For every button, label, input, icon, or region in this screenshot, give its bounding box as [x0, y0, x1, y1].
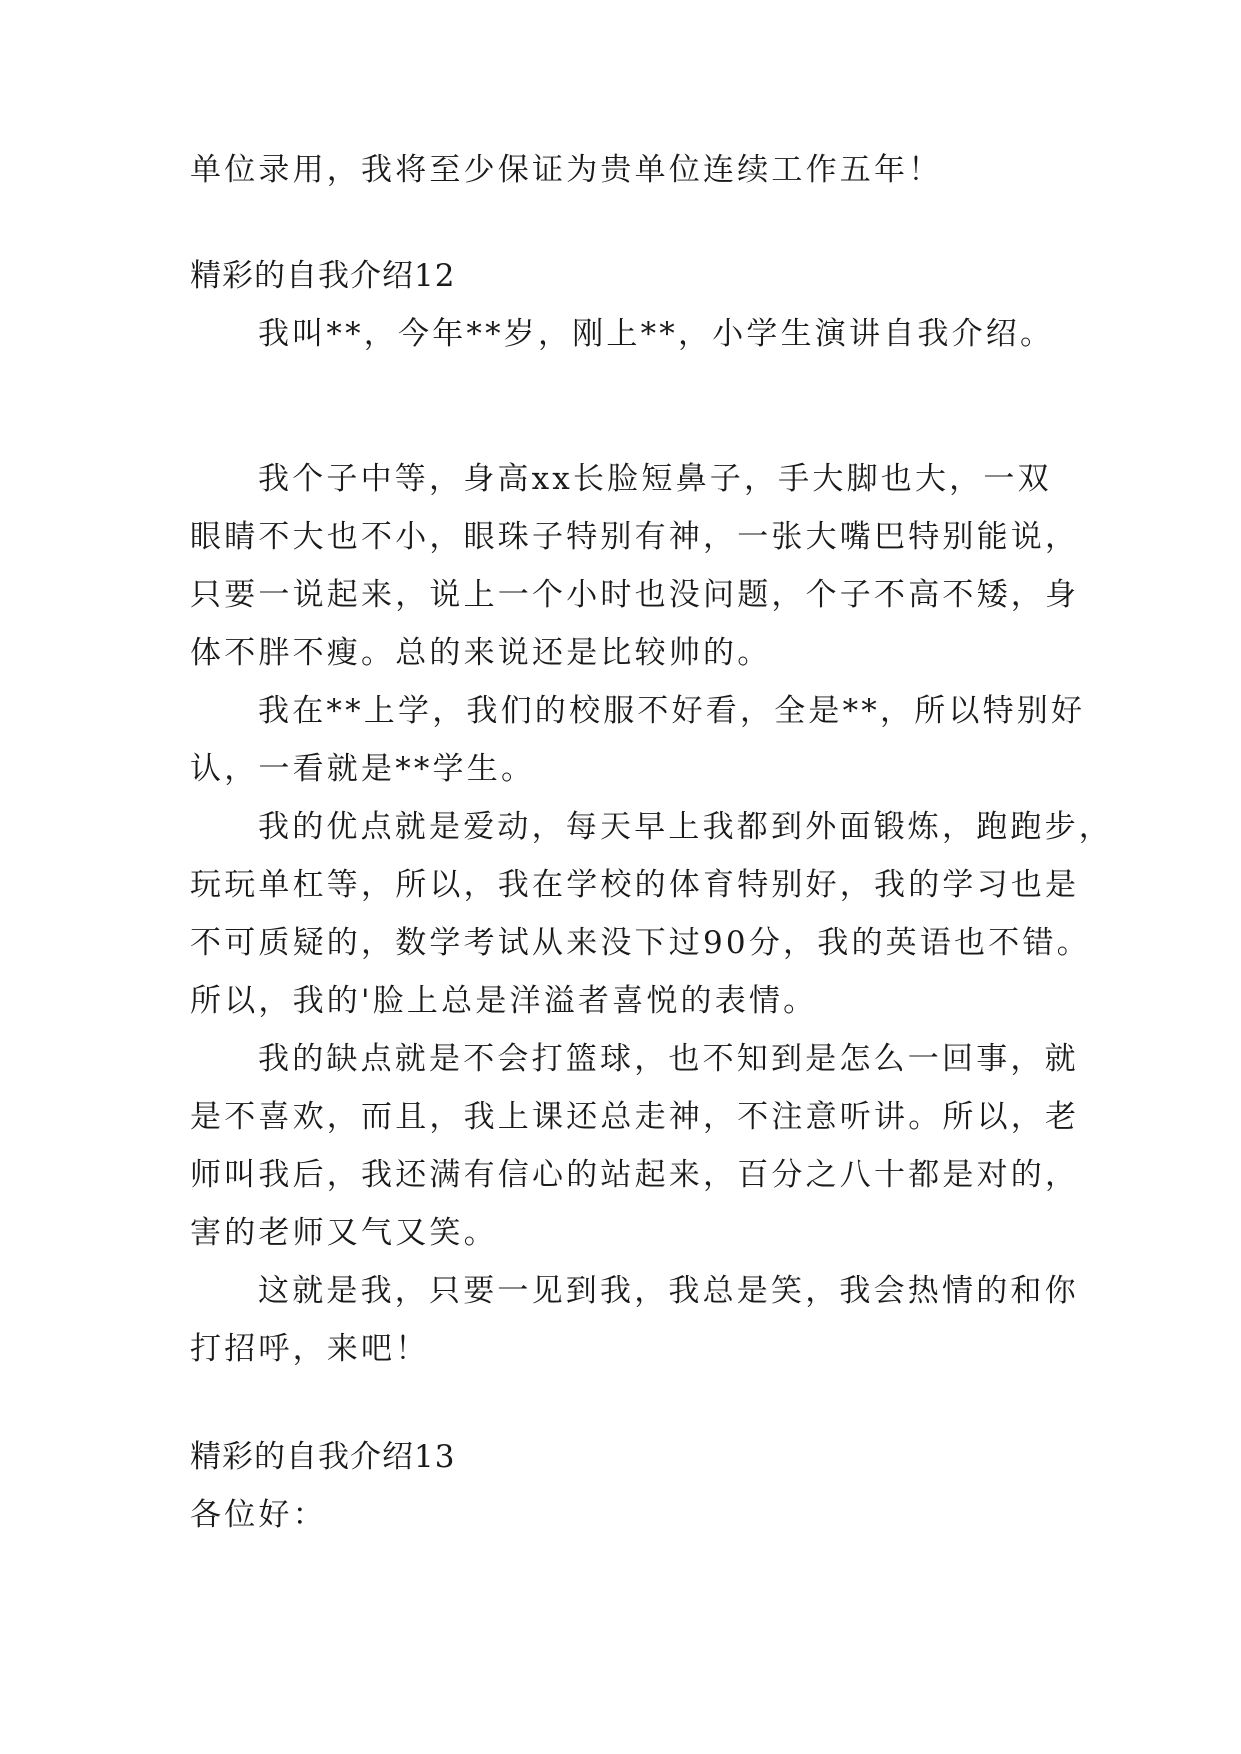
text-line: 是不喜欢，而且，我上课还总走神，不注意听讲。所以，老	[190, 1099, 1080, 1135]
text-line: 我个子中等，身高xx长脸短鼻子，手大脚也大，一双	[258, 461, 1052, 497]
text-line: 我的优点就是爱动，每天早上我都到外面锻炼，跑跑步，	[258, 809, 1113, 845]
text-line: 我的缺点就是不会打篮球，也不知到是怎么一回事，就	[258, 1041, 1079, 1077]
section-heading: 精彩的自我介绍13	[190, 1439, 456, 1475]
text-line: 我叫**，今年**岁，刚上**，小学生演讲自我介绍。	[258, 316, 1055, 352]
text-line: 眼睛不大也不小，眼珠子特别有神，一张大嘴巴特别能说，	[190, 519, 1080, 555]
text-line: 单位录用，我将至少保证为贵单位连续工作五年！	[190, 152, 943, 188]
text-line: 所以，我的'脸上总是洋溢者喜悦的表情。	[190, 983, 818, 1019]
text-line: 我在**上学，我们的校服不好看，全是**，所以特别好	[258, 693, 1086, 729]
text-line: 玩玩单杠等，所以，我在学校的体育特别好，我的学习也是	[190, 867, 1080, 903]
text-line: 师叫我后，我还满有信心的站起来，百分之八十都是对的，	[190, 1157, 1080, 1193]
text-line: 认，一看就是**学生。	[190, 751, 536, 787]
text-line: 不可质疑的，数学考试从来没下过90分，我的英语也不错。	[190, 925, 1091, 961]
text-line: 害的老师又气又笑。	[190, 1215, 498, 1251]
text-line: 体不胖不瘦。总的来说还是比较帅的。	[190, 635, 772, 671]
text-line: 各位好：	[190, 1497, 327, 1533]
text-line: 这就是我，只要一见到我，我总是笑，我会热情的和你	[258, 1273, 1079, 1309]
text-line: 只要一说起来，说上一个小时也没问题，个子不高不矮，身	[190, 577, 1080, 613]
text-line: 打招呼，来吧！	[190, 1331, 430, 1367]
section-heading: 精彩的自我介绍12	[190, 258, 456, 294]
